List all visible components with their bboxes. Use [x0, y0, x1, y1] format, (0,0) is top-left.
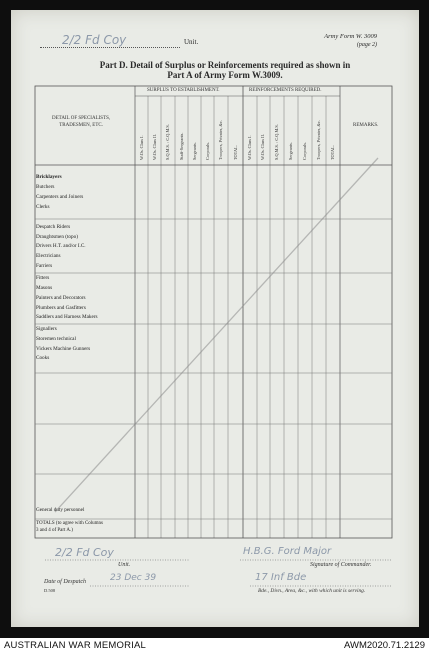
remarks-header: REMARKS.: [353, 123, 379, 128]
row-electricians: Electricians: [36, 253, 61, 259]
row-painters: Painters and Decorators: [36, 295, 86, 301]
archive-footer: [0, 638, 429, 653]
handwritten-brigade: 17 Inf Bde: [255, 572, 307, 583]
col-reinf-sqms: S.Q.M.S. : C.Q.M.S.: [274, 124, 279, 160]
row-draughtsmen: Draughtsmen (topo): [36, 234, 78, 240]
row-farriers: Farriers: [36, 263, 53, 269]
col-reinf-cpl: Corporals.: [302, 141, 307, 160]
pencil-diagonal-line: [55, 158, 378, 512]
row-plumbers: Plumbers and Gasfitters: [36, 305, 86, 311]
col-reinf-sgt: Sergeants.: [288, 142, 293, 160]
handwritten-signature: H.B.G. Ford Major: [243, 546, 332, 557]
row-vickers: Vickers Machine Gunners: [36, 346, 91, 352]
col-surplus-cpl: Corporals.: [205, 141, 210, 160]
row-bricklayers: Bricklayers: [36, 174, 62, 180]
row-saddlers: Saddlers and Harness Makers: [36, 314, 98, 320]
col-surplus-total: TOTAL.: [233, 145, 238, 160]
row-despatch-riders: Despatch Riders: [36, 224, 71, 230]
col-reinf-total: TOTAL.: [330, 145, 335, 160]
col-reinf-wo1: W.Os. Class I.: [247, 135, 252, 160]
title-line-1: Part D. Detail of Surplus or Reinforcements required as shown in: [99, 60, 351, 70]
row-totals: TOTALS (to agree with Columns 3 and 4 of Part A.): [36, 521, 103, 533]
col-surplus-privates: Troopers, Privates, &c.: [218, 120, 223, 160]
row-butchers: Butchers: [36, 184, 55, 190]
col-surplus-wo2: W.Os. Class II.: [152, 134, 157, 160]
row-cooks: Cooks: [36, 355, 50, 361]
brigade-caption: Bde., Divn., Area, &c., with which unit is serving.: [258, 588, 366, 594]
row-storemen: Storemen technical: [36, 336, 76, 342]
row-general-duty: General duty personnel: [36, 507, 85, 513]
col-reinf-privates: Troopers, Privates, &c.: [316, 120, 321, 160]
page-number: (page 2): [356, 42, 377, 48]
signature-caption: Signature of Commander.: [310, 562, 372, 568]
date-caption: Date of Despatch: [44, 579, 86, 585]
row-drivers: Drivers H.T. and/or I.C.: [36, 243, 86, 249]
handwritten-unit: 2/2 Fd Coy: [62, 33, 127, 47]
small-code: D.508: [44, 588, 56, 593]
reinforcements-header: REINFORCEMENTS REQUIRED.: [249, 88, 322, 93]
archive-name: AUSTRALIAN WAR MEMORIAL: [4, 640, 147, 651]
unit-caption: Unit.: [118, 562, 131, 568]
row-masons: Masons: [36, 285, 53, 291]
unit-label: Unit.: [184, 38, 199, 46]
handwritten-unit-bottom: 2/2 Fd Coy: [55, 546, 114, 559]
col-surplus-sgt: Sergeants.: [192, 142, 197, 160]
row-carpenters: Carpenters and Joiners: [36, 194, 84, 200]
archive-reference: AWM2020.71.2129: [344, 640, 425, 651]
row-clerks: Clerks: [36, 204, 50, 210]
col-surplus-staff-sgt: Staff-Sergeants.: [179, 132, 184, 160]
row-fitters: Fitters: [36, 275, 50, 281]
col-surplus-wo1: W.Os. Class I.: [139, 135, 144, 160]
detail-header: DETAIL OF SPECIALISTS, TRADESMEN, ETC.: [52, 116, 111, 128]
title-line-2: Part A of Army Form W.3009.: [167, 70, 283, 80]
handwritten-date: 23 Dec 39: [110, 573, 157, 583]
col-surplus-sqms: S.Q.M.S. : C.Q.M.S.: [165, 124, 170, 160]
surplus-header: SURPLUS TO ESTABLISHMENT.: [147, 88, 220, 93]
row-signallers: Signallers: [36, 326, 57, 332]
col-reinf-wo2: W.Os. Class II.: [260, 134, 265, 160]
form-number: Army Form W. 3009: [324, 33, 377, 40]
